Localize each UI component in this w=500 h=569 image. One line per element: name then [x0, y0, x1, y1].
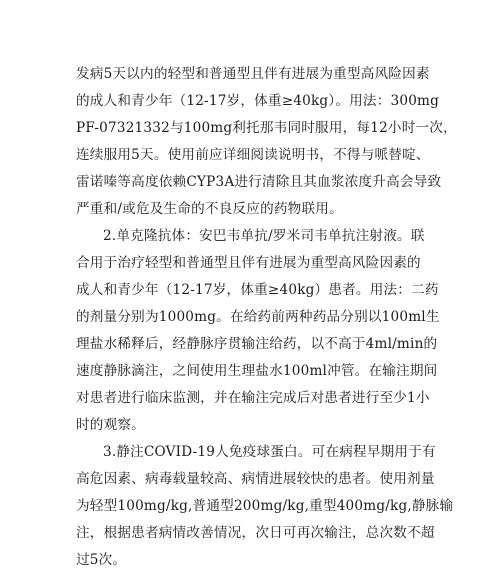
- paragraph-3-line-2: 高危因素、病毒载量较高、病情进展较快的患者。使用剂量: [76, 471, 435, 487]
- paragraph-3-line-3: 为轻型100mg/kg,普通型200mg/kg,重型400mg/kg,静脉输: [76, 498, 454, 514]
- paragraph-2-line-7: 对患者进行临床监测，并在输注完成后对患者进行至少1小: [76, 390, 430, 406]
- paragraph-1-line-1: 发病5天以内的轻型和普通型且伴有进展为重型高风险因素: [76, 66, 430, 82]
- paragraph-2-line-6: 速度静脉滴注，之间使用生理盐水100ml冲管。在输注期间: [76, 363, 438, 379]
- paragraph-2-line-5: 理盐水稀释后，经静脉序贯输注给药，以不高于4ml/min的: [76, 336, 438, 352]
- paragraph-1-line-2: 的成人和青少年（12-17岁，体重≥40kg）。用法：300mg: [76, 93, 440, 109]
- paragraph-3-line-1: 3.静注COVID-19人免疫球蛋白。可在病程早期用于有: [103, 444, 436, 460]
- paragraph-2-line-8: 时的观察。: [76, 417, 145, 433]
- paragraph-2-line-1: 2.单克隆抗体：安巴韦单抗/罗米司韦单抗注射液。联: [103, 228, 425, 244]
- paragraph-2-line-4: 的剂量分别为1000mg。在给药前两种药品分别以100ml生: [76, 309, 440, 325]
- paragraph-1-line-5: 雷诺嗪等高度依赖CYP3A进行清除且其血浆浓度升高会导致: [76, 174, 442, 190]
- paragraph-3-line-4: 注，根据患者病情改善情况，次日可再次输注，总次数不超: [76, 525, 435, 541]
- paragraph-1-line-3: PF-07321332与100mg利托那韦同时服用，每12小时一次，: [76, 120, 457, 136]
- paragraph-2-line-3: 成人和青少年（12-17岁，体重≥40kg）患者。用法：二药: [76, 282, 439, 298]
- paragraph-2-line-2: 合用于治疗轻型和普通型且伴有进展为重型高风险因素的: [76, 255, 421, 271]
- paragraph-1-line-6: 严重和/或危及生命的不良反应的药物联用。: [76, 201, 343, 217]
- paragraph-3-line-5: 过5次。: [76, 552, 127, 568]
- paragraph-1-line-4: 连续服用5天。使用前应详细阅读说明书，不得与哌替啶、: [76, 147, 430, 163]
